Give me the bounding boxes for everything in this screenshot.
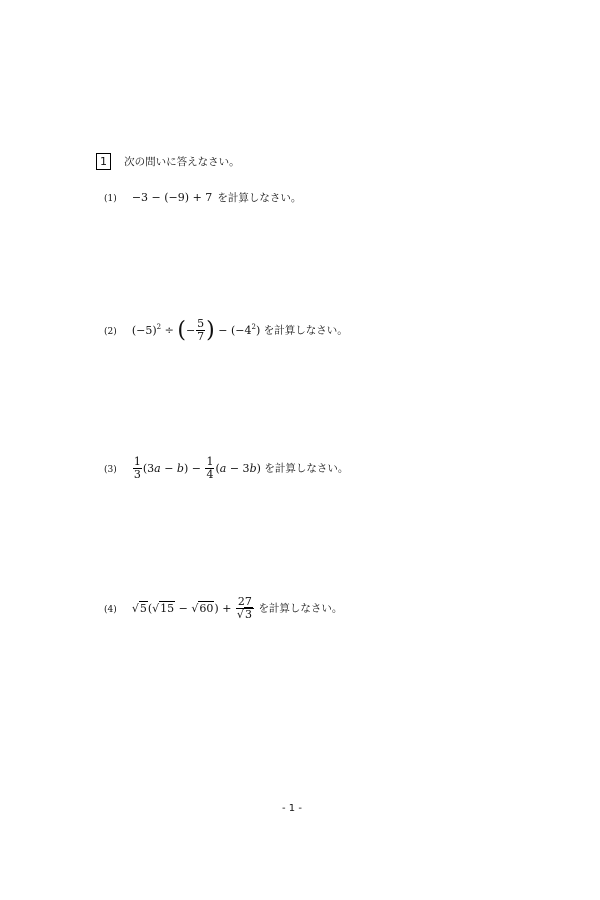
problem-3-number: (3) xyxy=(104,464,117,475)
problem-4-instruction: を計算しなさい。 xyxy=(258,602,343,615)
problem-1-expression: −3 − (−9) + 7 xyxy=(131,191,213,204)
problem-2-expression: $(-5)^2$ ÷ (− $\frac{5}{7}$ ) − $(-4^2)$ xyxy=(131,317,264,343)
problem-4-number: (4) xyxy=(104,604,117,615)
problem-3 xyxy=(104,456,348,481)
problem-4 xyxy=(104,596,342,621)
problem-3-instruction: を計算しなさい。 xyxy=(264,462,349,475)
problem-1-instruction: を計算しなさい。 xyxy=(217,192,302,204)
problem-4-expression: √5(√15 − √60) + $\frac{27}{√3}$ xyxy=(131,595,252,621)
problem-2-instruction: を計算しなさい。 xyxy=(263,324,348,337)
question-header xyxy=(96,150,240,170)
question-instruction: 次の問いに答えなさい。 xyxy=(124,156,240,168)
problem-2 xyxy=(104,318,348,343)
question-number-box: 1 xyxy=(96,153,111,170)
problem-1 xyxy=(104,186,301,205)
problem-1-number: (1) xyxy=(104,194,117,204)
problem-2-number: (2) xyxy=(104,326,117,337)
problem-3-expression: $\frac{1}{3}$ (3a − b) − $\frac{1}{4}$ (a − 3b) xyxy=(133,455,265,481)
page-number: - 1 - xyxy=(282,803,302,814)
